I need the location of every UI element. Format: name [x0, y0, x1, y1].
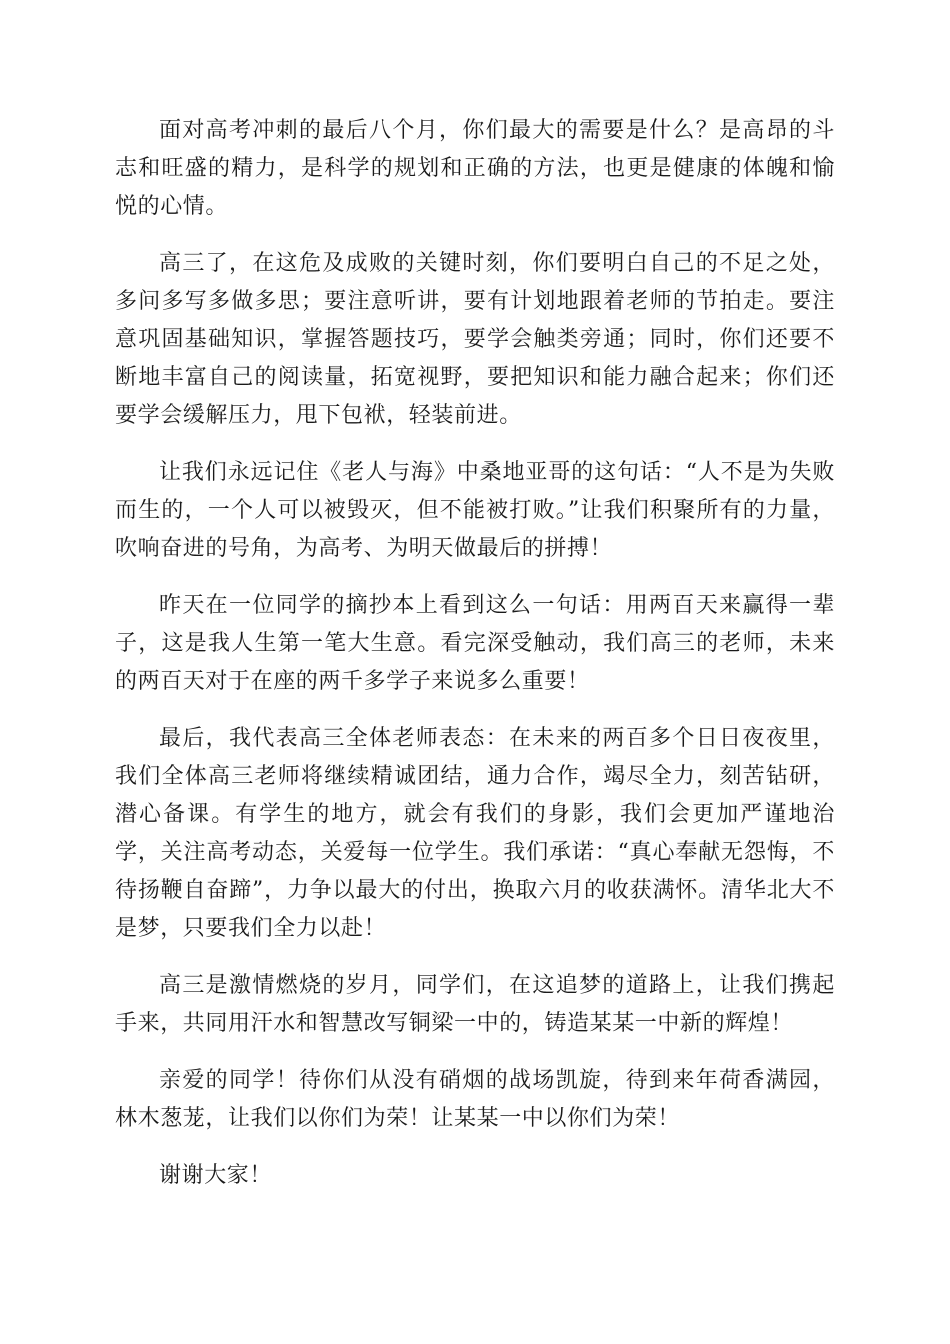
paragraph-6: 高三是激情燃烧的岁月，同学们，在这追梦的道路上，让我们携起手来，共同用汗水和智慧改写铜梁一中的，铸造某某一中新的辉煌！ [115, 973, 835, 1036]
paragraph-5: 最后，我代表高三全体老师表态：在未来的两百多个日日夜夜里，我们全体高三老师将继续精诚团结，通力合作，竭尽全力，刻苦钻研，潜心备课。有学生的地方，就会有我们的身影，我们会更加严谨地治学，关注高考动态，关爱每一位学生。我们承诺：“真心奉献无怨悔，不待扬鞭自奋蹄”，力争以最大的付出，换取六月的收获满怀。清华北大不是梦，只要我们全力以赴！ [115, 726, 835, 941]
paragraph-1: 面对高考冲刺的最后八个月，你们最大的需要是什么？是高昂的斗志和旺盛的精力，是科学的规划和正确的方法，也更是健康的体魄和愉悦的心情。 [115, 118, 835, 219]
paragraph-2: 高三了，在这危及成败的关键时刻，你们要明白自己的不足之处，多问多写多做多思；要注意听讲，要有计划地跟着老师的节拍走。要注意巩固基础知识，掌握答题技巧，要学会触类旁通；同时，你们还要不断地丰富自己的阅读量，拓宽视野，要把知识和能力融合起来；你们还要学会缓解压力，甩下包袱，轻装前进。 [115, 251, 835, 428]
paragraph-3: 让我们永远记住《老人与海》中桑地亚哥的这句话：“人不是为失败而生的，一个人可以被毁灭，但不能被打败。”让我们积聚所有的力量，吹响奋进的号角，为高考、为明天做最后的拼搏！ [115, 460, 835, 561]
paragraph-8: 谢谢大家！ [159, 1163, 273, 1188]
paragraph-7: 亲爱的同学！待你们从没有硝烟的战场凯旋，待到来年荷香满园，林木葱茏，让我们以你们为荣！让某某一中以你们为荣！ [115, 1068, 835, 1131]
paragraph-4: 昨天在一位同学的摘抄本上看到这么一句话：用两百天来赢得一辈子，这是我人生第一笔大生意。看完深受触动，我们高三的老师，未来的两百天对于在座的两千多学子来说多么重要！ [115, 593, 835, 694]
document-body [115, 112, 835, 1214]
